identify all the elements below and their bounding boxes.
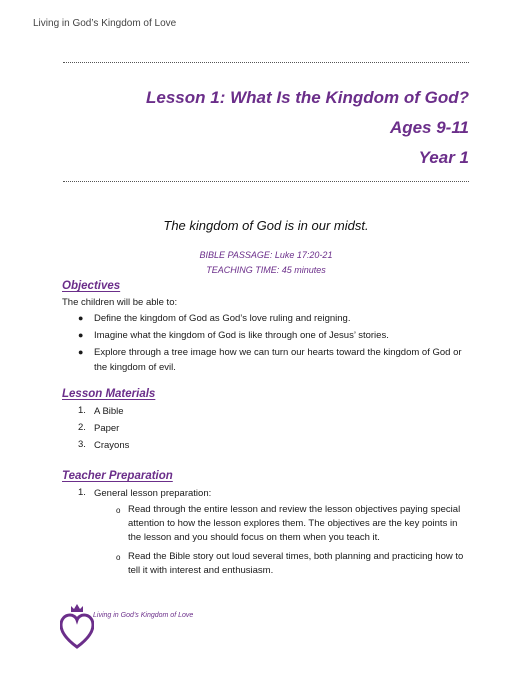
circle-bullet-icon: o xyxy=(116,506,121,515)
preparation-heading: Teacher Preparation xyxy=(62,470,173,482)
objective-item: Explore through a tree image how we can turn our hearts toward the kingdom of God or xyxy=(94,347,462,358)
materials-heading: Lesson Materials xyxy=(62,388,156,400)
year-label: Year 1 xyxy=(418,148,469,167)
material-item: A Bible xyxy=(94,406,124,417)
divider-bottom xyxy=(63,181,469,182)
bullet-icon: ● xyxy=(78,313,84,323)
list-number: 2. xyxy=(78,422,86,433)
crown-heart-logo-icon xyxy=(60,601,94,651)
material-item: Paper xyxy=(94,423,120,434)
running-header: Living in God’s Kingdom of Love xyxy=(33,18,177,29)
lesson-title: Lesson 1: What Is the Kingdom of God? xyxy=(146,88,469,107)
bible-passage: BIBLE PASSAGE: Luke 17:20-21 xyxy=(199,250,333,260)
preparation-subitem: Read the Bible story out loud several times, both planning and practicing how to xyxy=(128,551,464,562)
preparation-subitem: Read through the entire lesson and review the lesson objectives paying special xyxy=(128,504,461,515)
circle-bullet-icon: o xyxy=(116,553,121,562)
preparation-subitem-cont: tell it with interest and enthusiasm. xyxy=(128,565,274,576)
objective-item: Imagine what the kingdom of God is like through one of Jesus’ stories. xyxy=(94,330,389,341)
list-number: 1. xyxy=(78,405,86,416)
preparation-item: General lesson preparation: xyxy=(94,488,212,499)
objective-item: Define the kingdom of God as God’s love ruling and reigning. xyxy=(94,313,351,324)
teaching-time: TEACHING TIME: 45 minutes xyxy=(206,265,326,275)
lesson-theme: The kingdom of God is in our midst. xyxy=(163,218,369,233)
footer-text: Living in God’s Kingdom of Love xyxy=(93,612,194,619)
preparation-subitem-cont: attention to how the lesson explores them. The objectives are the key points in xyxy=(128,518,458,529)
preparation-subitem-cont: the lesson and you should focus on them when you teach it. xyxy=(128,532,380,543)
objectives-intro: The children will be able to: xyxy=(62,297,178,308)
age-range: Ages 9-11 xyxy=(389,118,469,137)
list-number: 3. xyxy=(78,439,86,450)
divider-top xyxy=(63,62,469,63)
list-number: 1. xyxy=(78,487,86,498)
objective-item-continued: the kingdom of evil. xyxy=(94,362,176,373)
bullet-icon: ● xyxy=(78,330,84,340)
bullet-icon: ● xyxy=(78,347,84,357)
material-item: Crayons xyxy=(94,440,130,451)
objectives-heading: Objectives xyxy=(62,280,121,292)
